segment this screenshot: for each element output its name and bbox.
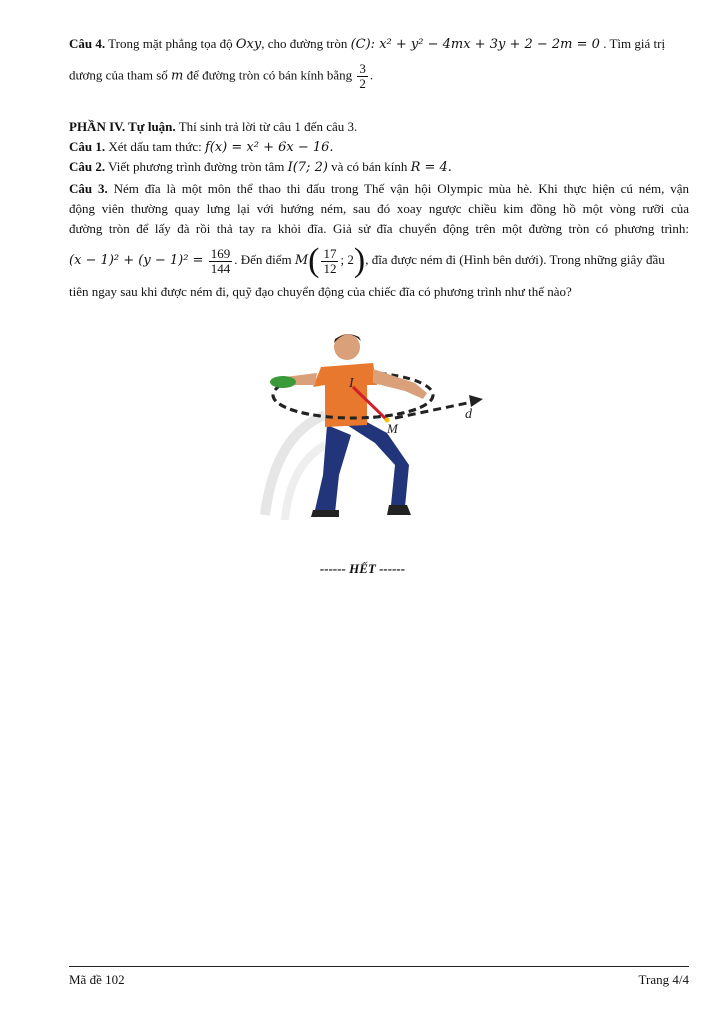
radius-fraction <box>357 62 368 91</box>
discus <box>270 376 296 388</box>
right-paren: ) <box>353 242 366 280</box>
circle-center: I(7; 2) <box>287 160 328 175</box>
part-4-heading <box>69 119 357 135</box>
circle-radius: R = 4. <box>410 160 452 175</box>
essay-question-3-line-1 <box>69 179 689 199</box>
point-denominator: 12 <box>323 260 337 276</box>
left-paren: ( <box>308 242 320 280</box>
essay-question-3-line-2: động viên thường quay lưng lại với hướng ném, sau đó xoay ngược chiều kim đồng hồ một vòng rưỡi của <box>69 201 689 216</box>
essay-question-2-label: Câu 2. <box>69 159 106 174</box>
footer-divider <box>69 966 689 967</box>
question-4-text: Trong mặt phẳng tọa độ <box>108 36 233 51</box>
parameter-m: m <box>171 68 184 84</box>
point-fraction <box>321 247 338 276</box>
question-4-text-3: . Tìm giá trị <box>603 36 666 51</box>
label-m: M <box>387 421 398 436</box>
essay-question-3-text-1: Ném đĩa là một môn thể thao thi đấu trong Thế vận hội Olympic mùa hè. Khi thực hiện cú ném, vận <box>113 181 690 196</box>
exam-code: Mã đề 102 <box>69 972 125 987</box>
label-i: I <box>349 376 354 391</box>
essay-question-3-line-5: tiên ngay sau khi được ném đi, quỹ đạo chuyển động của chiếc đĩa có phương trình như thế nào? <box>69 284 572 299</box>
period: . <box>369 67 374 83</box>
oxy-symbol: Oxy <box>235 37 262 52</box>
essay-question-1-text: Xét dấu tam thức: <box>108 139 202 154</box>
left-shoe <box>311 510 339 517</box>
essay-question-2-text-2: và có bán kính <box>331 159 408 174</box>
question-4-text-2: , cho đường tròn <box>261 36 348 51</box>
essay-question-1-label: Câu 1. <box>69 139 106 154</box>
essay-question-3-line-3: đường tròn để lấy đà rồi thả tay ra khỏi đĩa. Giả sử đĩa chuyển động trên một đường tròn có phương trình: <box>69 221 689 236</box>
point-text: . Đến điểm <box>234 252 292 267</box>
essay-question-1 <box>69 139 334 155</box>
quadratic-formula: f(x) = x² + 6x − 16. <box>204 140 334 155</box>
point-numerator: 17 <box>323 245 337 261</box>
equation-fraction <box>209 247 233 276</box>
essay-question-2 <box>69 159 452 175</box>
question-4-text-4: dương của tham số <box>69 67 168 83</box>
question-4-label: Câu 4. <box>69 36 106 51</box>
equation-denominator: 144 <box>210 260 231 276</box>
page-number: Trang 4/4 <box>638 972 689 987</box>
essay-question-3-line-4 <box>69 240 665 281</box>
question-4-line-2 <box>69 62 373 91</box>
right-shoe <box>387 505 411 515</box>
end-mark: ------ HẾT ------ <box>319 561 406 576</box>
fraction-denominator: 2 <box>359 76 366 91</box>
discus-figure <box>255 325 485 525</box>
equation-numerator: 169 <box>210 245 231 261</box>
point-y: ; 2 <box>340 252 354 267</box>
question-4-line-1 <box>69 36 665 52</box>
essay-question-3-text-4: , đĩa được ném đi (Hình bên dưới). Trong những giây đầu <box>365 252 665 267</box>
essay-question-3 <box>69 179 689 239</box>
point-m-name: M <box>294 253 309 268</box>
essay-question-3-label: Câu 3. <box>69 181 108 196</box>
label-d: d <box>465 407 472 422</box>
essay-question-2-text: Viết phương trình đường tròn tâm <box>108 159 285 174</box>
part-4-instruction: Thí sinh trả lời từ câu 1 đến câu 3. <box>178 119 358 134</box>
circle-equation: (C): x² + y² − 4mx + 3y + 2 − 2m = 0 <box>350 37 600 52</box>
fraction-numerator: 3 <box>359 61 366 76</box>
circle-equation-left: (x − 1)² + (y − 1)² = <box>69 253 204 268</box>
part-4-title: PHẦN IV. Tự luận. <box>69 119 176 134</box>
question-4-text-5: để đường tròn có bán kính bằng <box>186 67 353 83</box>
